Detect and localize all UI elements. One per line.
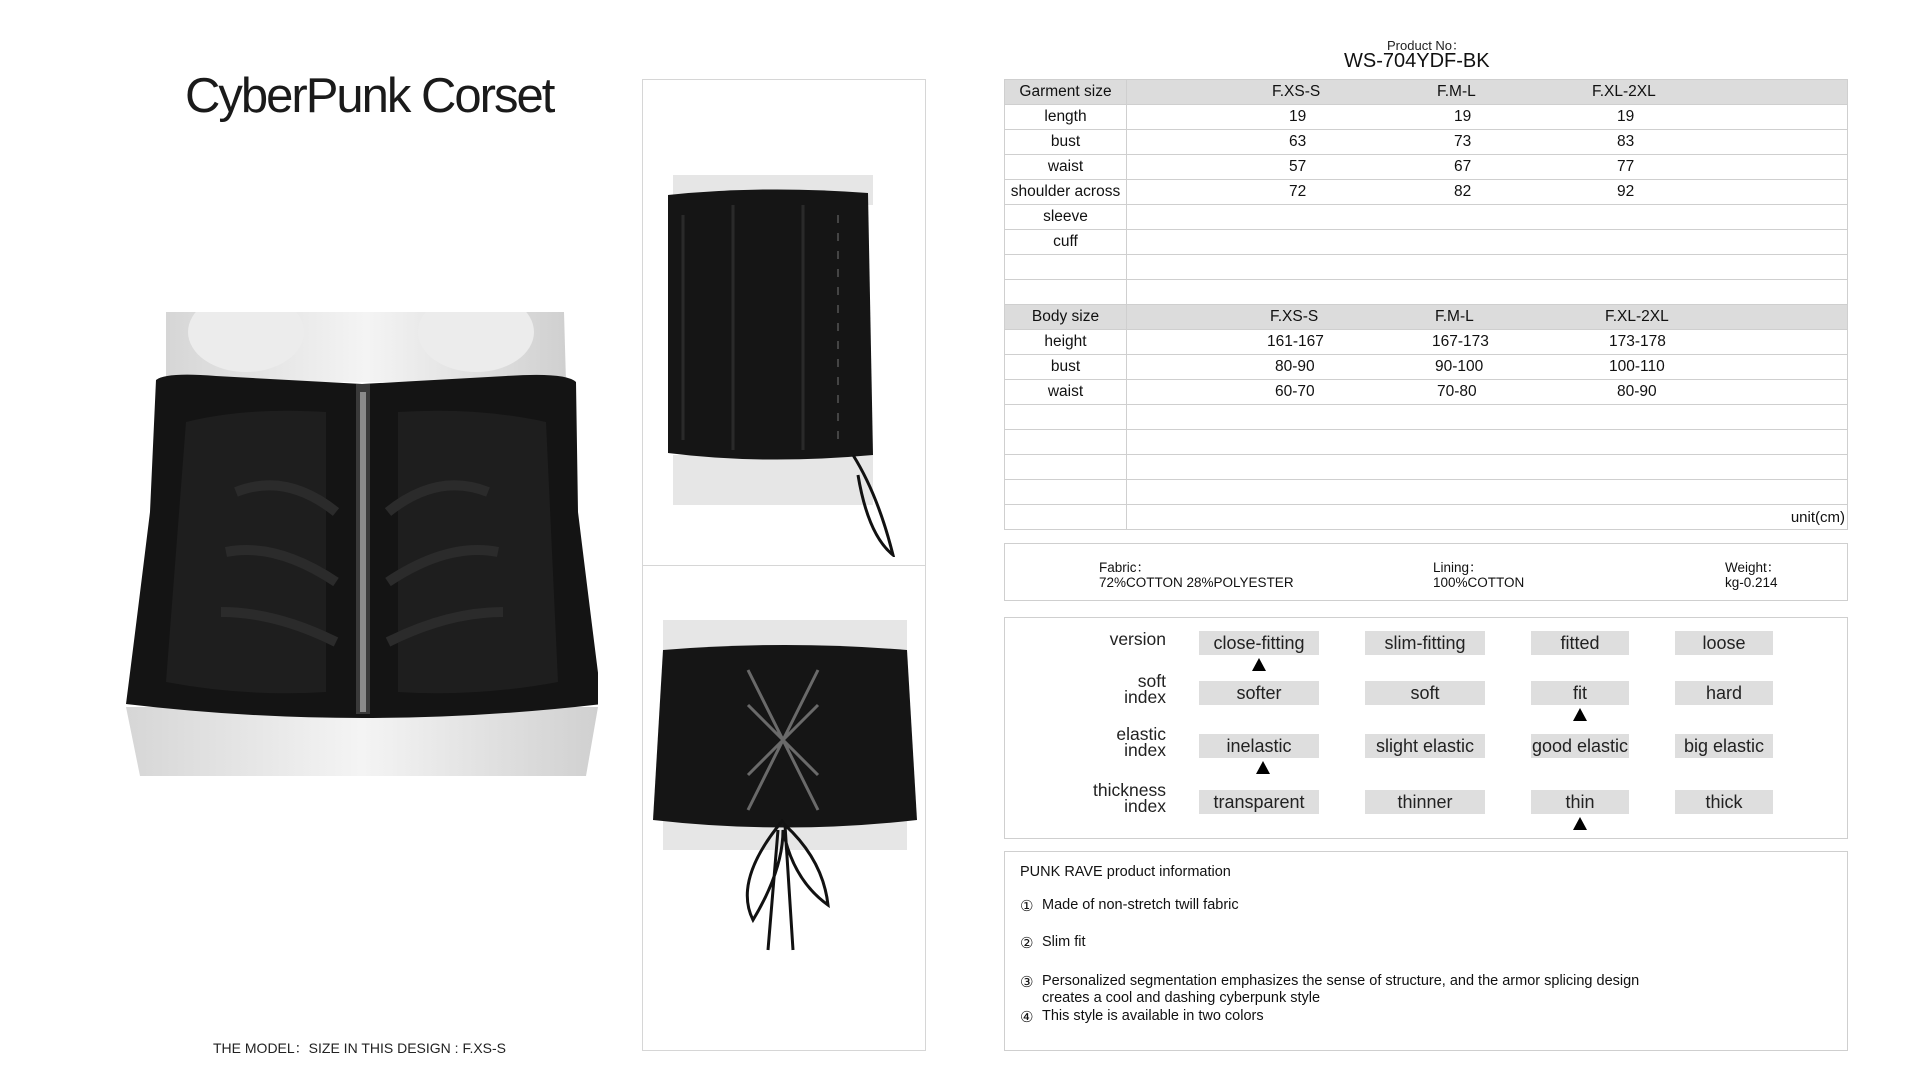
body-size-col: F.XL-2XL <box>1605 308 1669 325</box>
lining-value: 100%COTTON <box>1433 575 1525 590</box>
version-option: close-fitting <box>1199 631 1319 655</box>
table-row <box>1005 455 1848 480</box>
info-number: ① <box>1020 898 1034 915</box>
fit-indices-box <box>1004 617 1848 839</box>
table-row <box>1005 255 1848 280</box>
version-selected-marker-icon <box>1252 658 1266 671</box>
elastic-index-option: good elastic <box>1531 736 1629 756</box>
soft-index-option: soft <box>1365 681 1485 705</box>
row-label: length <box>1005 105 1127 130</box>
info-title: PUNK RAVE product information <box>1020 864 1231 880</box>
weight-info <box>1725 560 1780 590</box>
fabric-label: Fabric： <box>1099 560 1151 575</box>
elastic-index-selected-marker-icon <box>1256 761 1270 774</box>
corset-front-photo <box>126 312 598 776</box>
row-label: height <box>1005 330 1127 355</box>
info-item <box>1020 1008 1264 1026</box>
thickness-index-label: thickness index <box>1093 780 1166 816</box>
table-row <box>1005 430 1848 455</box>
corset-back-photo <box>653 620 917 1032</box>
side-back-photo-panel <box>642 79 926 1051</box>
table-cell: 67 <box>1454 158 1472 175</box>
table-row <box>1005 180 1848 205</box>
table-row <box>1005 355 1848 380</box>
row-label: cuff <box>1005 230 1127 255</box>
info-text: This style is available in two colors <box>1042 1008 1264 1024</box>
garment-size-label: Garment size <box>1005 80 1127 105</box>
fabric-info <box>1099 560 1294 590</box>
body-size-col: F.XS-S <box>1270 308 1319 325</box>
thickness-index-selected-marker-icon <box>1573 817 1587 830</box>
product-info-box <box>1004 851 1848 1051</box>
table-cell: 77 <box>1617 158 1635 175</box>
body-size-label: Body size <box>1005 305 1127 330</box>
table-cell: 92 <box>1617 183 1635 200</box>
table-cell: 63 <box>1289 133 1307 150</box>
table-row <box>1005 480 1848 505</box>
table-cell: 19 <box>1617 108 1635 125</box>
product-number-label: Product No： <box>1387 38 1466 53</box>
info-item <box>1020 973 1639 1007</box>
model-size-note: THE MODEL：SIZE IN THIS DESIGN : F.XS-S <box>213 1040 507 1056</box>
unit-label: unit(cm) <box>1127 505 1848 530</box>
table-cell: 60-70 <box>1275 383 1315 400</box>
elastic-index-option: slight elastic <box>1365 734 1485 758</box>
info-number: ② <box>1020 935 1034 952</box>
fabric-value: 72%COTTON 28%POLYESTER <box>1099 575 1294 590</box>
info-item <box>1020 934 1086 952</box>
lining-label: Lining： <box>1433 560 1483 575</box>
row-label: shoulder across <box>1005 180 1127 205</box>
info-number: ④ <box>1020 1009 1034 1026</box>
row-label: sleeve <box>1005 205 1127 230</box>
soft-index-option: hard <box>1675 681 1773 705</box>
weight-value: kg-0.214 <box>1725 575 1778 590</box>
garment-size-col: F.M-L <box>1437 83 1476 100</box>
fabric-info-box <box>1004 543 1848 601</box>
table-row <box>1005 380 1848 405</box>
weight-label: Weight： <box>1725 560 1781 575</box>
table-cell: 83 <box>1617 133 1635 150</box>
corset-side-photo <box>653 175 917 557</box>
info-text: Made of non-stretch twill fabric <box>1042 897 1239 913</box>
table-cell: 100-110 <box>1609 358 1665 375</box>
table-cell: 73 <box>1454 133 1472 150</box>
table-row <box>1005 155 1848 180</box>
soft-index-option: softer <box>1199 681 1319 705</box>
table-row <box>1005 230 1848 255</box>
thickness-index-option: thin <box>1531 790 1629 814</box>
table-cell: 80-90 <box>1617 383 1657 400</box>
row-label: bust <box>1005 130 1127 155</box>
version-option: loose <box>1675 631 1773 655</box>
table-row <box>1005 105 1848 130</box>
version-label: version <box>1109 629 1166 649</box>
table-cell: 57 <box>1289 158 1307 175</box>
table-cell: 161-167 <box>1267 333 1324 350</box>
table-cell: 72 <box>1289 183 1307 200</box>
table-row <box>1005 205 1848 230</box>
table-cell: 167-173 <box>1432 333 1489 350</box>
garment-size-header-row <box>1005 80 1848 105</box>
info-text: Slim fit <box>1042 934 1086 950</box>
soft-index-label: soft index <box>1124 671 1166 707</box>
table-cell: 70-80 <box>1437 383 1477 400</box>
table-cell: 19 <box>1289 108 1307 125</box>
lining-info <box>1433 560 1524 590</box>
info-number: ③ <box>1020 974 1034 991</box>
elastic-index-option: inelastic <box>1199 734 1319 758</box>
unit-row <box>1005 505 1848 530</box>
table-cell: 173-178 <box>1609 333 1666 350</box>
elastic-index-label: elastic index <box>1116 724 1166 760</box>
thickness-index-option: thick <box>1675 790 1773 814</box>
info-text-continued: creates a cool and dashing cyberpunk style <box>1042 990 1321 1006</box>
table-cell: 82 <box>1454 183 1472 200</box>
table-cell: 19 <box>1454 108 1472 125</box>
elastic-index-option: big elastic <box>1675 734 1773 758</box>
table-cell: 90-100 <box>1435 358 1484 375</box>
table-row <box>1005 405 1848 430</box>
thickness-index-option: transparent <box>1199 790 1319 814</box>
body-size-header-row <box>1005 305 1848 330</box>
garment-size-col: F.XL-2XL <box>1592 83 1656 100</box>
info-text: Personalized segmentation emphasizes the sense of structure, and the armor splicing design <box>1042 973 1640 989</box>
table-row <box>1005 280 1848 305</box>
table-cell: 80-90 <box>1275 358 1315 375</box>
thickness-index-option: thinner <box>1365 790 1485 814</box>
info-item <box>1020 897 1239 915</box>
product-number: WS-704YDF-BK <box>1344 50 1490 72</box>
soft-index-selected-marker-icon <box>1573 708 1587 721</box>
row-label: waist <box>1005 155 1127 180</box>
row-label: waist <box>1005 380 1127 405</box>
photo-divider <box>643 565 925 566</box>
version-option: fitted <box>1531 631 1629 655</box>
table-row <box>1005 330 1848 355</box>
soft-index-option: fit <box>1531 681 1629 705</box>
version-option: slim-fitting <box>1365 631 1485 655</box>
row-label: bust <box>1005 355 1127 380</box>
table-row <box>1005 130 1848 155</box>
size-table <box>1004 79 1848 530</box>
product-title: CyberPunk Corset <box>185 69 554 123</box>
body-size-col: F.M-L <box>1435 308 1474 325</box>
garment-size-col: F.XS-S <box>1272 83 1321 100</box>
